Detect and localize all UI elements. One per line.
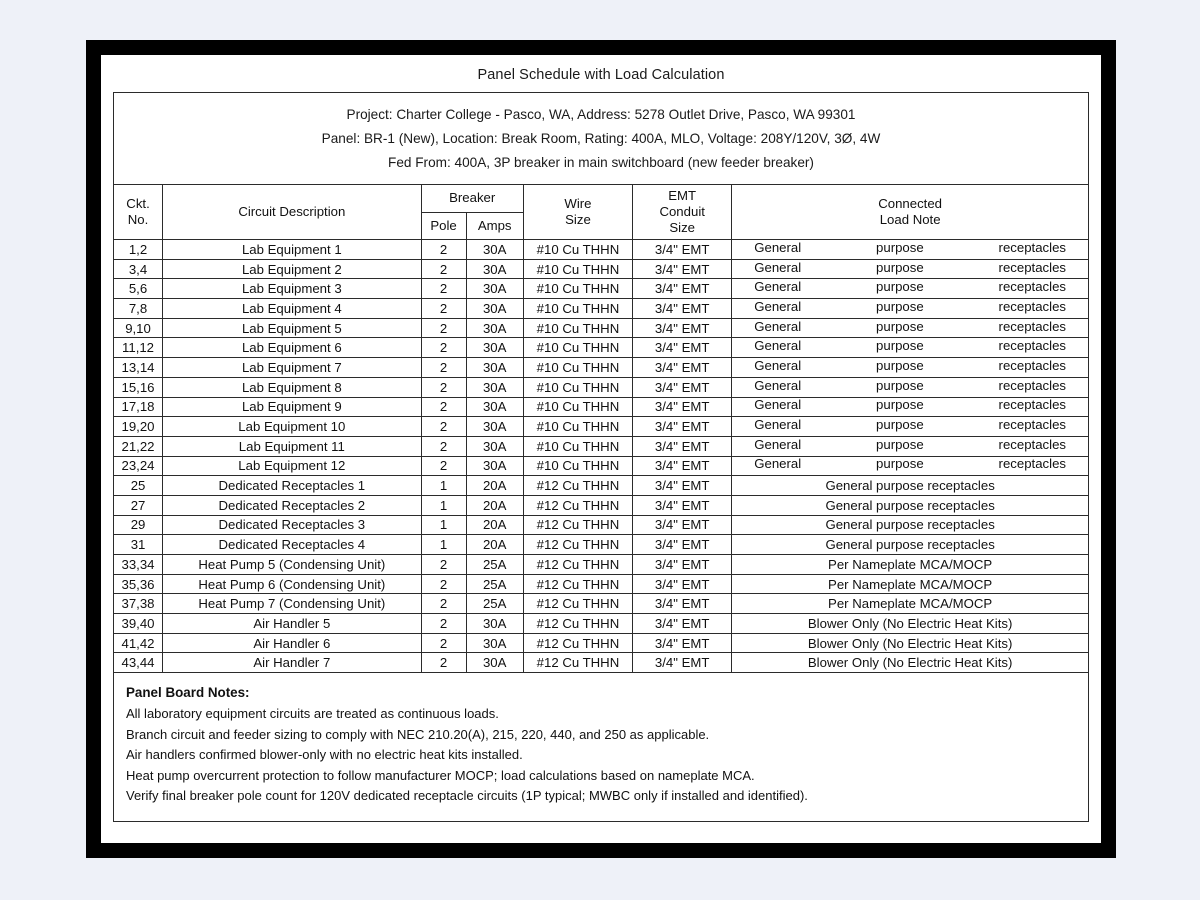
connected-load-note-text: General purpose receptacles — [825, 497, 995, 513]
cell-pole: 2 — [421, 338, 466, 358]
cell-emt-conduit-size: 3/4" EMT — [633, 555, 732, 575]
cell-wire-size: #12 Cu THHN — [523, 515, 632, 535]
cell-wire-size: #12 Cu THHN — [523, 476, 632, 496]
cell-wire-size: #10 Cu THHN — [523, 377, 632, 397]
cell-circuit-description: Air Handler 6 — [163, 633, 422, 653]
cell-ckt-no: 29 — [114, 515, 163, 535]
cell-circuit-description: Lab Equipment 2 — [163, 259, 422, 279]
cell-emt-conduit-size: 3/4" EMT — [633, 240, 732, 260]
table-row — [114, 653, 1089, 673]
connected-load-note-text: General purpose receptacles — [754, 397, 1066, 413]
cell-circuit-description: Dedicated Receptacles 4 — [163, 535, 422, 555]
cell-connected-load-note — [732, 535, 1089, 555]
cell-emt-conduit-size: 3/4" EMT — [633, 594, 732, 614]
cell-circuit-description: Lab Equipment 9 — [163, 397, 422, 417]
cell-amps: 30A — [466, 436, 523, 456]
panel-board-notes-block — [113, 673, 1089, 822]
cell-wire-size: #10 Cu THHN — [523, 338, 632, 358]
connected-load-note-text: General purpose receptacles — [825, 517, 995, 533]
cell-emt-conduit-size: 3/4" EMT — [633, 279, 732, 299]
cell-ckt-no: 33,34 — [114, 555, 163, 575]
cell-wire-size: #10 Cu THHN — [523, 299, 632, 319]
project-info-line-panel: Panel: BR-1 (New), Location: Break Room, Rating: 400A, MLO, Voltage: 208Y/120V, 3Ø, 4W — [321, 131, 881, 146]
header-emt-line2: Conduit — [659, 204, 705, 219]
connected-load-note-text: Blower Only (No Electric Heat Kits) — [807, 615, 1013, 631]
cell-pole: 1 — [421, 515, 466, 535]
cell-circuit-description: Heat Pump 7 (Condensing Unit) — [163, 594, 422, 614]
cell-ckt-no: 31 — [114, 535, 163, 555]
cell-wire-size: #10 Cu THHN — [523, 318, 632, 338]
cell-emt-conduit-size: 3/4" EMT — [633, 614, 732, 634]
cell-pole: 2 — [421, 358, 466, 378]
connected-load-note-text: General purpose receptacles — [754, 377, 1066, 393]
cell-amps: 30A — [466, 259, 523, 279]
cell-pole: 2 — [421, 318, 466, 338]
header-ckt-no-line2: No. — [127, 212, 149, 227]
connected-load-note-text: General purpose receptacles — [754, 239, 1066, 255]
cell-wire-size: #12 Cu THHN — [523, 594, 632, 614]
cell-circuit-description: Lab Equipment 11 — [163, 436, 422, 456]
cell-ckt-no: 7,8 — [114, 299, 163, 319]
header-ckt-no-line1: Ckt. — [126, 196, 150, 211]
cell-circuit-description: Lab Equipment 8 — [163, 377, 422, 397]
cell-emt-conduit-size: 3/4" EMT — [633, 377, 732, 397]
cell-wire-size: #10 Cu THHN — [523, 417, 632, 437]
cell-pole: 2 — [421, 240, 466, 260]
cell-wire-size: #10 Cu THHN — [523, 259, 632, 279]
header-circuit-description: Circuit Description — [163, 185, 422, 240]
header-wire-size — [523, 185, 632, 240]
connected-load-note-text: General purpose receptacles — [754, 318, 1066, 334]
note-line: Branch circuit and feeder sizing to comply with NEC 210.20(A), 215, 220, 440, and 250 as applicable. — [126, 726, 710, 742]
cell-circuit-description: Air Handler 7 — [163, 653, 422, 673]
connected-load-note-text: General purpose receptacles — [754, 436, 1066, 452]
cell-amps: 30A — [466, 338, 523, 358]
cell-pole: 1 — [421, 476, 466, 496]
cell-ckt-no: 13,14 — [114, 358, 163, 378]
header-connected-line2: Load Note — [879, 212, 941, 227]
panel-schedule-table — [113, 184, 1089, 673]
connected-load-note-text: General purpose receptacles — [754, 259, 1066, 275]
cell-pole: 2 — [421, 574, 466, 594]
cell-circuit-description: Dedicated Receptacles 3 — [163, 515, 422, 535]
cell-circuit-description: Lab Equipment 3 — [163, 279, 422, 299]
cell-emt-conduit-size: 3/4" EMT — [633, 338, 732, 358]
table-row — [114, 456, 1089, 476]
header-ckt-no — [114, 185, 163, 240]
cell-ckt-no: 21,22 — [114, 436, 163, 456]
cell-pole: 2 — [421, 377, 466, 397]
cell-emt-conduit-size: 3/4" EMT — [633, 515, 732, 535]
cell-connected-load-note — [732, 358, 1089, 378]
document-sheet — [101, 55, 1101, 843]
header-breaker: Breaker — [421, 185, 523, 213]
cell-pole: 2 — [421, 417, 466, 437]
cell-connected-load-note — [732, 456, 1089, 476]
cell-emt-conduit-size: 3/4" EMT — [633, 299, 732, 319]
cell-amps: 30A — [466, 377, 523, 397]
table-row — [114, 594, 1089, 614]
cell-amps: 30A — [466, 299, 523, 319]
cell-circuit-description: Dedicated Receptacles 2 — [163, 495, 422, 515]
cell-emt-conduit-size: 3/4" EMT — [633, 259, 732, 279]
cell-pole: 1 — [421, 495, 466, 515]
table-header-row-1 — [114, 185, 1089, 213]
table-row — [114, 535, 1089, 555]
connected-load-note-text: General purpose receptacles — [754, 456, 1066, 472]
cell-emt-conduit-size: 3/4" EMT — [633, 318, 732, 338]
cell-circuit-description: Heat Pump 6 (Condensing Unit) — [163, 574, 422, 594]
cell-amps: 30A — [466, 318, 523, 338]
cell-pole: 2 — [421, 555, 466, 575]
table-row — [114, 318, 1089, 338]
cell-circuit-description: Dedicated Receptacles 1 — [163, 476, 422, 496]
cell-emt-conduit-size: 3/4" EMT — [633, 495, 732, 515]
cell-amps: 20A — [466, 495, 523, 515]
header-emt-conduit-size — [633, 185, 732, 240]
cell-amps: 20A — [466, 515, 523, 535]
header-emt-line3: Size — [669, 220, 696, 235]
cell-ckt-no: 15,16 — [114, 377, 163, 397]
table-header — [114, 185, 1089, 240]
cell-wire-size: #12 Cu THHN — [523, 633, 632, 653]
cell-connected-load-note — [732, 594, 1089, 614]
cell-connected-load-note — [732, 515, 1089, 535]
cell-emt-conduit-size: 3/4" EMT — [633, 358, 732, 378]
cell-amps: 30A — [466, 653, 523, 673]
cell-circuit-description: Air Handler 5 — [163, 614, 422, 634]
cell-amps: 30A — [466, 358, 523, 378]
cell-amps: 30A — [466, 614, 523, 634]
cell-pole: 2 — [421, 279, 466, 299]
cell-circuit-description: Lab Equipment 5 — [163, 318, 422, 338]
cell-connected-load-note — [732, 555, 1089, 575]
project-info-line-project: Project: Charter College - Pasco, WA, Address: 5278 Outlet Drive, Pasco, WA 99301 — [346, 107, 856, 122]
cell-pole: 2 — [421, 436, 466, 456]
connected-load-note-text: General purpose receptacles — [825, 478, 995, 494]
cell-connected-load-note — [732, 653, 1089, 673]
connected-load-note-text: General purpose receptacles — [754, 298, 1066, 314]
cell-ckt-no: 3,4 — [114, 259, 163, 279]
cell-ckt-no: 25 — [114, 476, 163, 496]
cell-ckt-no: 5,6 — [114, 279, 163, 299]
cell-amps: 20A — [466, 535, 523, 555]
cell-connected-load-note — [732, 318, 1089, 338]
document-frame — [86, 40, 1116, 858]
cell-pole: 2 — [421, 456, 466, 476]
connected-load-note-text: Per Nameplate MCA/MOCP — [828, 556, 993, 572]
cell-amps: 25A — [466, 555, 523, 575]
cell-ckt-no: 39,40 — [114, 614, 163, 634]
cell-ckt-no: 1,2 — [114, 240, 163, 260]
cell-wire-size: #12 Cu THHN — [523, 555, 632, 575]
cell-ckt-no: 41,42 — [114, 633, 163, 653]
cell-emt-conduit-size: 3/4" EMT — [633, 456, 732, 476]
cell-ckt-no: 43,44 — [114, 653, 163, 673]
cell-wire-size: #12 Cu THHN — [523, 535, 632, 555]
cell-emt-conduit-size: 3/4" EMT — [633, 397, 732, 417]
cell-pole: 2 — [421, 397, 466, 417]
note-line: Heat pump overcurrent protection to follow manufacturer MOCP; load calculations based on nameplate MCA. — [126, 767, 755, 783]
cell-amps: 25A — [466, 594, 523, 614]
connected-load-note-text: Blower Only (No Electric Heat Kits) — [807, 655, 1013, 671]
header-pole: Pole — [421, 212, 466, 240]
cell-connected-load-note — [732, 614, 1089, 634]
cell-emt-conduit-size: 3/4" EMT — [633, 633, 732, 653]
cell-wire-size: #12 Cu THHN — [523, 653, 632, 673]
cell-connected-load-note — [732, 299, 1089, 319]
cell-connected-load-note — [732, 338, 1089, 358]
header-amps: Amps — [466, 212, 523, 240]
cell-emt-conduit-size: 3/4" EMT — [633, 436, 732, 456]
cell-amps: 30A — [466, 279, 523, 299]
connected-load-note-text: Per Nameplate MCA/MOCP — [828, 576, 993, 592]
cell-wire-size: #10 Cu THHN — [523, 397, 632, 417]
table-row — [114, 358, 1089, 378]
cell-amps: 30A — [466, 397, 523, 417]
cell-connected-load-note — [732, 279, 1089, 299]
cell-emt-conduit-size: 3/4" EMT — [633, 417, 732, 437]
table-row — [114, 279, 1089, 299]
cell-ckt-no: 11,12 — [114, 338, 163, 358]
cell-circuit-description: Lab Equipment 4 — [163, 299, 422, 319]
cell-pole: 1 — [421, 535, 466, 555]
header-connected-load-note — [732, 185, 1089, 240]
cell-circuit-description: Lab Equipment 10 — [163, 417, 422, 437]
header-emt-line1: EMT — [668, 188, 697, 203]
cell-wire-size: #12 Cu THHN — [523, 495, 632, 515]
cell-ckt-no: 27 — [114, 495, 163, 515]
cell-connected-load-note — [732, 476, 1089, 496]
cell-connected-load-note — [732, 495, 1089, 515]
cell-pole: 2 — [421, 633, 466, 653]
table-row — [114, 614, 1089, 634]
table-row — [114, 574, 1089, 594]
cell-amps: 25A — [466, 574, 523, 594]
page-title: Panel Schedule with Load Calculation — [477, 67, 725, 83]
table-row — [114, 515, 1089, 535]
notes-title: Panel Board Notes: — [126, 685, 250, 701]
cell-ckt-no: 9,10 — [114, 318, 163, 338]
cell-amps: 30A — [466, 240, 523, 260]
table-row — [114, 476, 1089, 496]
cell-connected-load-note — [732, 240, 1089, 260]
cell-amps: 20A — [466, 476, 523, 496]
project-info-block — [113, 92, 1089, 184]
table-row — [114, 633, 1089, 653]
cell-circuit-description: Lab Equipment 7 — [163, 358, 422, 378]
connected-load-note-text: General purpose receptacles — [825, 537, 995, 553]
table-row — [114, 397, 1089, 417]
cell-connected-load-note — [732, 436, 1089, 456]
cell-wire-size: #10 Cu THHN — [523, 456, 632, 476]
cell-pole: 2 — [421, 259, 466, 279]
table-row — [114, 495, 1089, 515]
table-row — [114, 377, 1089, 397]
cell-emt-conduit-size: 3/4" EMT — [633, 653, 732, 673]
connected-load-note-text: General purpose receptacles — [754, 357, 1066, 373]
table-row — [114, 555, 1089, 575]
cell-amps: 30A — [466, 456, 523, 476]
note-line: Air handlers confirmed blower-only with no electric heat kits installed. — [126, 747, 523, 763]
cell-ckt-no: 37,38 — [114, 594, 163, 614]
table-row — [114, 338, 1089, 358]
table-row — [114, 240, 1089, 260]
cell-connected-load-note — [732, 633, 1089, 653]
connected-load-note-text: General purpose receptacles — [754, 338, 1066, 354]
table-row — [114, 299, 1089, 319]
cell-circuit-description: Lab Equipment 6 — [163, 338, 422, 358]
cell-ckt-no: 23,24 — [114, 456, 163, 476]
cell-connected-load-note — [732, 574, 1089, 594]
cell-connected-load-note — [732, 397, 1089, 417]
cell-ckt-no: 17,18 — [114, 397, 163, 417]
cell-connected-load-note — [732, 417, 1089, 437]
header-wire-size-line1: Wire — [564, 196, 592, 211]
cell-amps: 30A — [466, 633, 523, 653]
cell-pole: 2 — [421, 594, 466, 614]
note-line: All laboratory equipment circuits are treated as continuous loads. — [126, 706, 499, 722]
table-row — [114, 417, 1089, 437]
header-wire-size-line2: Size — [565, 212, 591, 227]
connected-load-note-text: General purpose receptacles — [754, 279, 1066, 295]
table-body — [114, 240, 1089, 673]
cell-wire-size: #10 Cu THHN — [523, 358, 632, 378]
cell-circuit-description: Lab Equipment 1 — [163, 240, 422, 260]
cell-connected-load-note — [732, 377, 1089, 397]
header-connected-line1: Connected — [878, 196, 943, 211]
cell-ckt-no: 19,20 — [114, 417, 163, 437]
table-row — [114, 436, 1089, 456]
table-row — [114, 259, 1089, 279]
cell-wire-size: #10 Cu THHN — [523, 279, 632, 299]
connected-load-note-text: Blower Only (No Electric Heat Kits) — [807, 635, 1013, 651]
cell-wire-size: #10 Cu THHN — [523, 240, 632, 260]
cell-pole: 2 — [421, 614, 466, 634]
cell-circuit-description: Lab Equipment 12 — [163, 456, 422, 476]
cell-ckt-no: 35,36 — [114, 574, 163, 594]
cell-emt-conduit-size: 3/4" EMT — [633, 476, 732, 496]
cell-circuit-description: Heat Pump 5 (Condensing Unit) — [163, 555, 422, 575]
cell-emt-conduit-size: 3/4" EMT — [633, 574, 732, 594]
cell-wire-size: #10 Cu THHN — [523, 436, 632, 456]
cell-pole: 2 — [421, 653, 466, 673]
connected-load-note-text: Per Nameplate MCA/MOCP — [828, 596, 993, 612]
cell-connected-load-note — [732, 259, 1089, 279]
cell-wire-size: #12 Cu THHN — [523, 614, 632, 634]
cell-wire-size: #12 Cu THHN — [523, 574, 632, 594]
cell-emt-conduit-size: 3/4" EMT — [633, 535, 732, 555]
connected-load-note-text: General purpose receptacles — [754, 417, 1066, 433]
cell-pole: 2 — [421, 299, 466, 319]
note-line: Verify final breaker pole count for 120V dedicated receptacle circuits (1P typical; MWBC only if installed and identified). — [126, 788, 808, 804]
cell-amps: 30A — [466, 417, 523, 437]
project-info-line-fed-from: Fed From: 400A, 3P breaker in main switchboard (new feeder breaker) — [388, 155, 814, 170]
